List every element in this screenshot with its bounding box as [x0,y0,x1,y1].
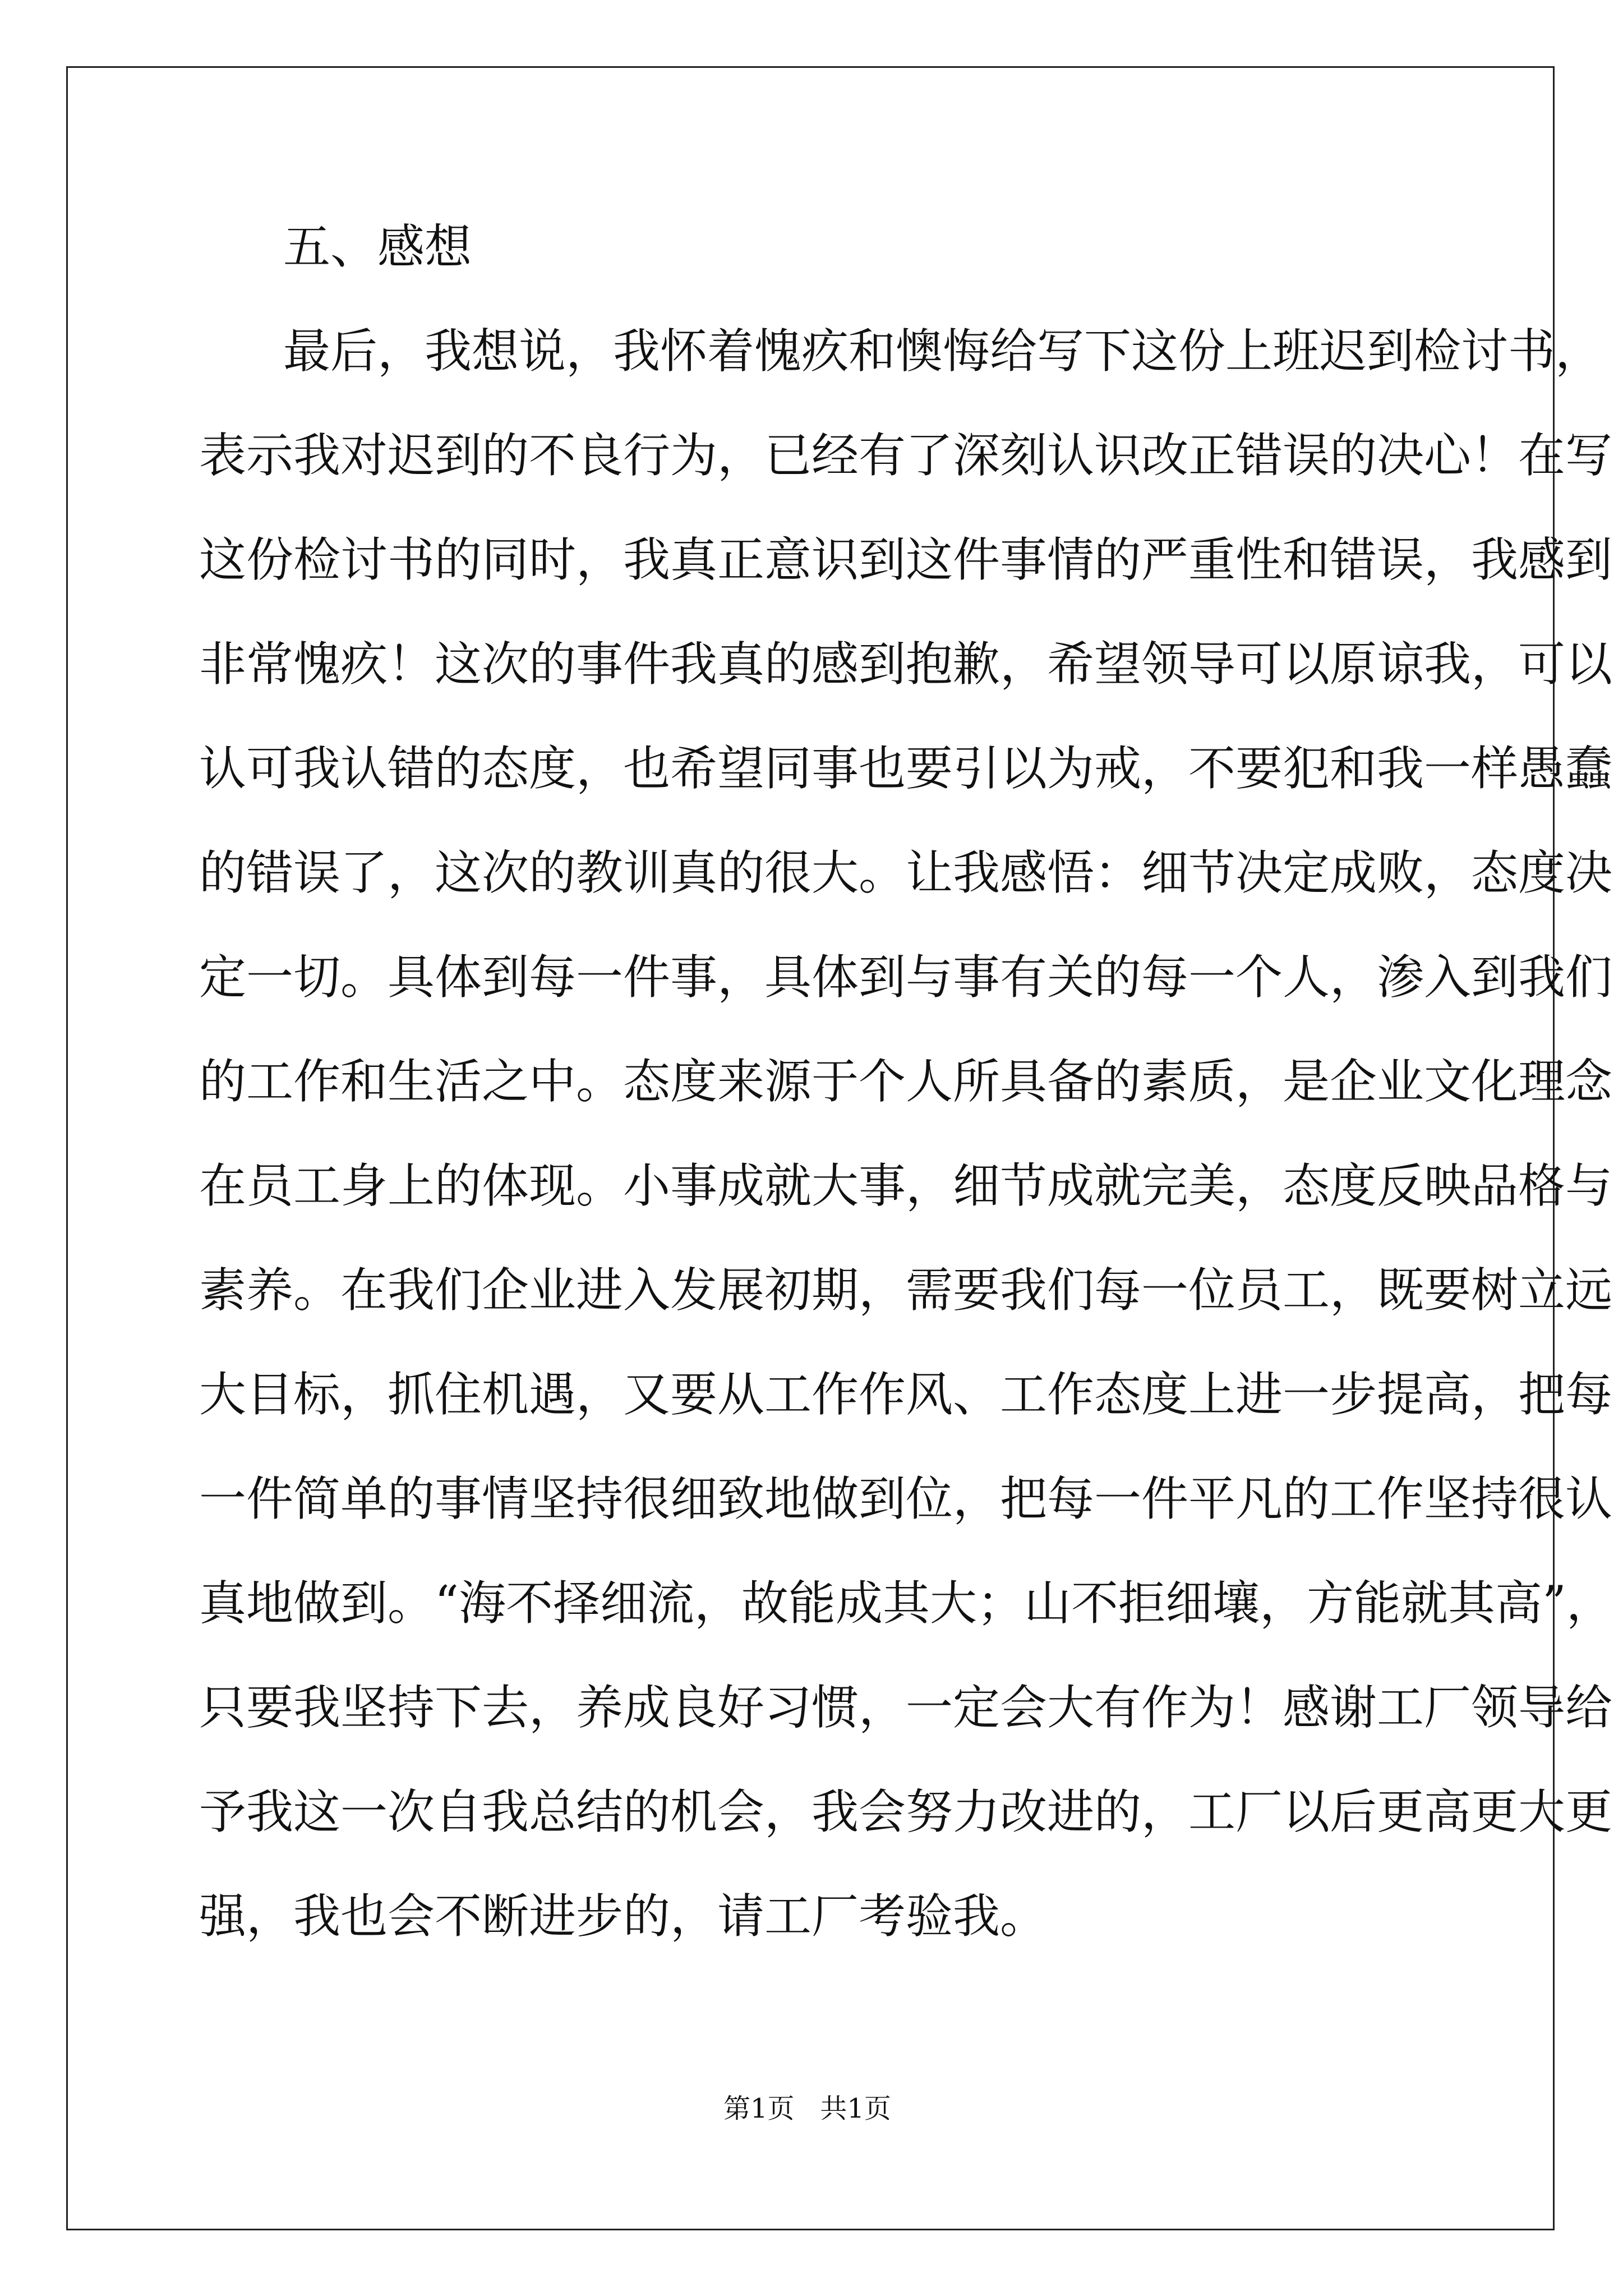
paragraph-line: 予我这一次自我总结的机会，我会努力改进的，工厂以后更高更大更 [199,1784,1613,1839]
paragraph-line: 强，我也会不断进步的，请工厂考验我。 [199,1889,1048,1944]
section-heading: 五、感想 [283,219,472,274]
paragraph-line: 在员工身上的体现。小事成就大事，细节成就完美，态度反映品格与 [199,1158,1613,1213]
paragraph-line: 的错误了，这次的教训真的很大。让我感悟：细节决定成败，态度决 [199,845,1613,900]
paragraph-line: 表示我对迟到的不良行为，已经有了深刻认识改正错误的决心！在写 [199,428,1613,483]
paragraph-line: 大目标，抓住机遇，又要从工作作风、工作态度上进一步提高，把每 [199,1367,1613,1422]
page-number-total: 共1页 [820,2093,891,2124]
page-footer [723,2095,891,2122]
paragraph-line: 一件简单的事情坚持很细致地做到位，把每一件平凡的工作坚持很认 [199,1471,1613,1526]
paragraph-line: 真地做到。“海不择细流，故能成其大；山不拒细壤，方能就其高”， [199,1576,1613,1631]
page-number-current: 第1页 [723,2093,795,2124]
paragraph-line: 非常愧疚！这次的事件我真的感到抱歉，希望领导可以原谅我，可以 [199,637,1613,692]
paragraph-line: 素养。在我们企业进入发展初期，需要我们每一位员工，既要树立远 [199,1263,1613,1318]
paragraph-line: 认可我认错的态度，也希望同事也要引以为戒，不要犯和我一样愚蠢 [199,741,1613,796]
paragraph-line: 的工作和生活之中。态度来源于个人所具备的素质，是企业文化理念 [199,1054,1613,1109]
paragraph-line: 最后，我想说，我怀着愧疚和懊悔给写下这份上班迟到检讨书， [283,324,1603,379]
paragraph-line: 只要我坚持下去，养成良好习惯，一定会大有作为！感谢工厂领导给 [199,1680,1613,1735]
paragraph-line: 这份检讨书的同时，我真正意识到这件事情的严重性和错误，我感到 [199,532,1613,587]
paragraph-line: 定一切。具体到每一件事，具体到与事有关的每一个人，渗入到我们 [199,950,1613,1005]
